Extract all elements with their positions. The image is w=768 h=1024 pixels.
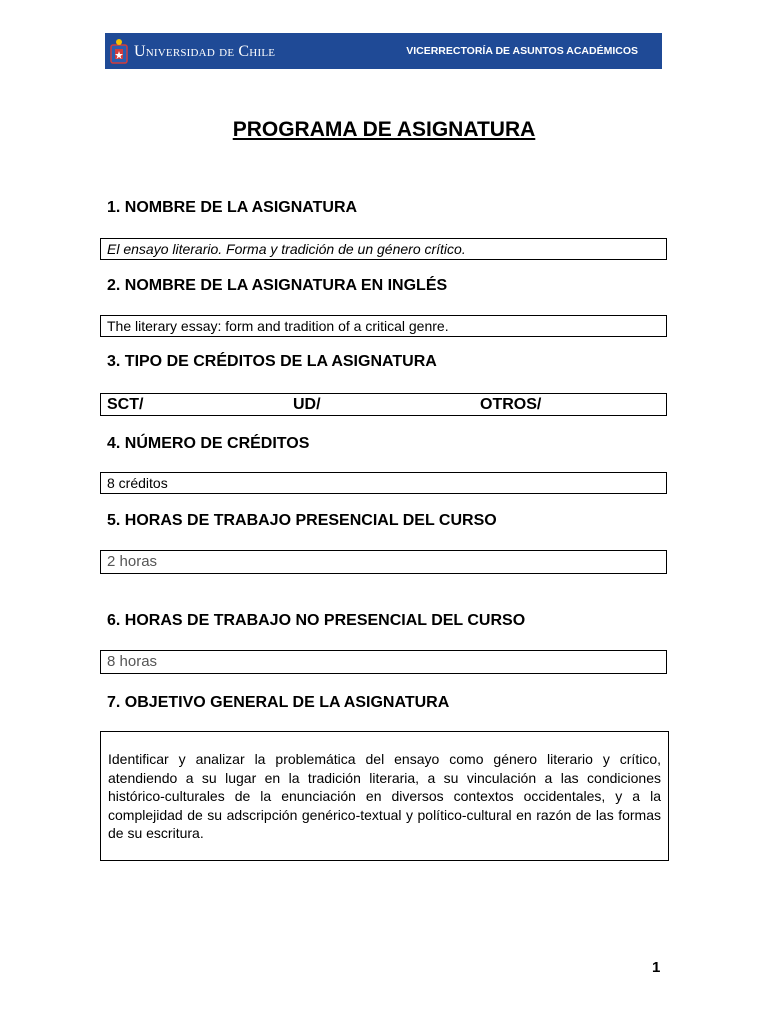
document-title: PROGRAMA DE ASIGNATURA — [232, 118, 536, 141]
university-shield-icon — [109, 37, 129, 65]
presential-hours-field: 2 horas — [100, 550, 667, 574]
course-name-field: El ensayo literario. Forma y tradición de un género crítico. — [100, 238, 667, 260]
page-number: 1 — [652, 959, 661, 976]
header-banner — [105, 33, 662, 69]
vicerrectoria-label: VICERRECTORÍA DE ASUNTOS ACADÉMICOS — [406, 45, 638, 57]
section-7-heading: 7. OBJETIVO GENERAL DE LA ASIGNATURA — [107, 694, 450, 711]
credit-type-ud: UD/ — [293, 396, 321, 413]
section-6-heading: 6. HORAS DE TRABAJO NO PRESENCIAL DEL CURSO — [107, 612, 526, 629]
credits-number-field: 8 créditos — [100, 472, 667, 494]
credit-type-otros: OTROS/ — [480, 396, 542, 413]
section-2-heading: 2. NOMBRE DE LA ASIGNATURA EN INGLÉS — [107, 277, 448, 294]
section-3-heading: 3. TIPO DE CRÉDITOS DE LA ASIGNATURA — [107, 353, 437, 370]
credit-types-field — [100, 393, 667, 416]
non-presential-hours-field: 8 horas — [100, 650, 667, 674]
credit-type-sct: SCT/ — [107, 396, 144, 413]
section-4-heading: 4. NÚMERO DE CRÉDITOS — [107, 435, 310, 452]
section-1-heading: 1. NOMBRE DE LA ASIGNATURA — [107, 199, 358, 216]
university-name: Universidad de Chile — [134, 43, 276, 60]
general-objective-field: Identificar y analizar la problemática del ensayo como género literario y crítico, atendiendo a su lugar en la tradición literaria, a su vinculación a las condiciones histórico-culturales de la enunciación en diversos contextos occidentales, y a la complejidad de su adscripción genérico-textual y político-cultural en razón de las formas de su escritura. — [100, 731, 669, 861]
section-5-heading: 5. HORAS DE TRABAJO PRESENCIAL DEL CURSO — [107, 512, 497, 529]
course-name-english-field: The literary essay: form and tradition of a critical genre. — [100, 315, 667, 337]
